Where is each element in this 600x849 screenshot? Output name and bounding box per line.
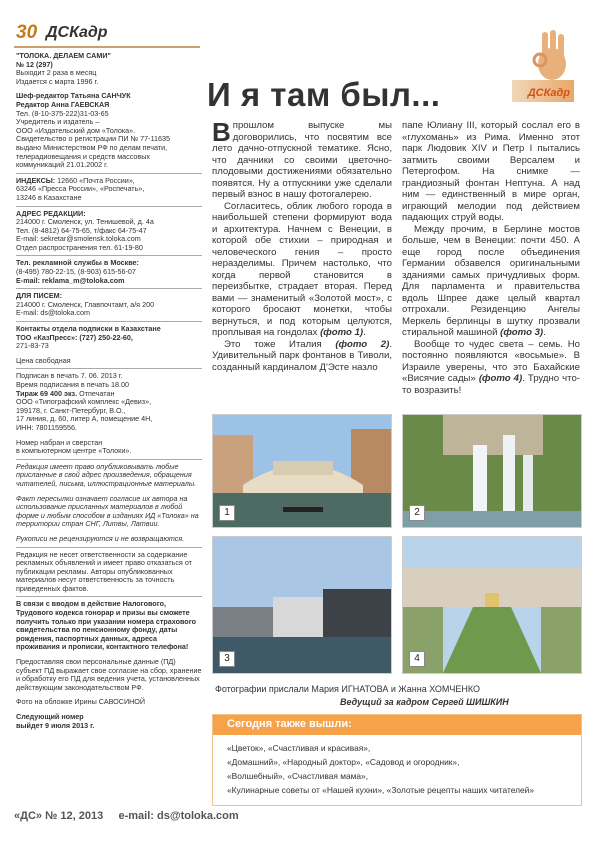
- ad-service-email[interactable]: E-mail: reklama_m@toloka.com: [16, 275, 125, 285]
- divider: [16, 321, 202, 322]
- photo-ref: (фото 1): [320, 327, 364, 338]
- article-paragraph: папе Юлиану III, который сослал его в «глухомань» из Рима. Именно этот парк Людовик XIV и Петр I пытались затмить своими Версалем и Петергофом. На снимке — грандиозный фонтан Нептуна. А над ним — единственный в мире орган, играющий мелодии под действием падающих струй воды.: [402, 120, 580, 223]
- certificate-line: коммуникаций 21.01.2002 г.: [16, 160, 108, 170]
- divider: [16, 173, 202, 174]
- circulation-value: Тираж 69 400 экз.: [16, 388, 78, 398]
- article-paragraph: [212, 339, 392, 374]
- phone: Тел. (8-10-375-222)31-03-65: [16, 108, 109, 118]
- paragraph-text: Вообще то чудес света – семь. Но постоянно появляются «восьмые». В Израиле уверены, что это Бахайские «Висячие сады»: [402, 338, 580, 384]
- paragraph-text: Это тоже Италия: [224, 338, 336, 350]
- printer-line: 17 линия, д. 60, литер А, помещение 4Н,: [16, 414, 153, 424]
- index-line: 13246 в Казахстане: [16, 192, 82, 202]
- box-title: Сегодня также вышли:: [227, 718, 352, 730]
- certificate: Свидетельство о регистрации ПИ № 77-11635: [16, 134, 171, 144]
- also-published-box: [212, 714, 582, 806]
- personal-data-notice: Предоставляя свои персональные данные (ПД) субъект ПД выражает свое согласие на сбор, хранение и обработку его ПД для ведения учета, установленных действующим законодательством РФ.: [16, 657, 202, 692]
- kz-contacts: Контакты отдела подписки в Казахстане: [16, 324, 161, 334]
- article-paragraph: [402, 339, 580, 397]
- divider: [16, 288, 202, 289]
- indexes-heading: ИНДЕКСЫ:: [16, 175, 56, 185]
- editor: Редактор Анна ГАЕВСКАЯ: [16, 99, 110, 109]
- article-title: И я там был...: [207, 76, 441, 113]
- article-paragraph: Согласитесь, облик любого города в наибольшей степени формируют вода и архитектура. Начнем с Венеции, в которой обе стихии – природная и человеческого гения – просто неразделимы. Причем настолько, что когда первой становится в переизбытке, страдает вторая. Перед вами — знаменитый «Золотой мост», с которого бросают монетки, чтобы вернуться, и под которым целуются, проплывая на гондолах (фото 1).: [212, 200, 392, 338]
- certificate-line: выдано Министерством РФ по делам печати,: [16, 142, 168, 152]
- address-line: 214000 г. Смоленск, ул. Тенишевой, д. 4а: [16, 217, 154, 227]
- address-line: Отдел распространения тел. 61-19-80: [16, 242, 143, 252]
- photo-tivoli: [402, 414, 582, 528]
- typeset-line: Номер набран и сверстан: [16, 437, 103, 447]
- signed-date: Подписан в печать 7. 06. 2013 г.: [16, 371, 123, 381]
- letters-address: 214000 г. Смоленск, Главпочтамт, а/я 200: [16, 299, 155, 309]
- divider: [16, 459, 202, 460]
- ad-service-heading: Тел. рекламной службы в Москве:: [16, 258, 139, 268]
- legal-text: Факт пересылки означает согласие их автора на использование присланных материалов в любой форме и любым способом в изданиях ИД «Толока» на территории стран СНГ, Литвы, Латвии.: [16, 493, 199, 529]
- photo-number: 3: [219, 651, 235, 667]
- letters-email[interactable]: E-mail: ds@toloka.com: [16, 308, 91, 318]
- printer-line: ИНН: 7801159556.: [16, 422, 77, 432]
- pub-name: "ТОЛОКА. ДЕЛАЕМ САМИ": [16, 51, 111, 60]
- box-line: «Волшебный», «Счастливая мама»,: [227, 771, 369, 781]
- paragraph-text: Между прочим, в Берлине мостов больше, чем в Венеции: почти 450. А еще город после объединения Германии обзавелся оригинальными зданиями самых причудливых форм. Для парламента и правительства вдоль Шпрее даже целый квартал отгрохали. Резиденцию Ангелы Меркель берлинцы в шутку прозвали стиральной машиной: [402, 223, 580, 338]
- divider: [16, 596, 202, 597]
- next-issue-date: выйдет 9 июля 2013 г.: [16, 720, 95, 730]
- box-line: «Домашний», «Народный доктор», «Садовод и огородник»,: [227, 757, 460, 767]
- venice-image: [213, 415, 391, 527]
- photo-berlin: [212, 536, 392, 674]
- photo-ref: (фото 3): [500, 327, 544, 338]
- article-paragraph: Между прочим, в Берлине мостов больше, чем в Венеции: почти 450. А еще город после объединения Германии обзавелся оригинальными зданиями самых причудливых форм. Для парламента и правительства вдоль Шпрее даже целый квартал отгрохали. Резиденцию Ангелы Меркель берлинцы в шутку прозвали стиральной машиной (фото 3).: [402, 223, 580, 338]
- drop-cap: В: [212, 117, 231, 147]
- imprint-column: [16, 52, 202, 730]
- article-paragraph: [212, 117, 392, 201]
- photo-ref: (фото 2): [335, 338, 390, 350]
- cover-photo-credit: Фото на обложке Ирины САВОСИНОЙ: [16, 697, 146, 707]
- certificate-line: телерадиовещания и средств массовых: [16, 151, 150, 161]
- index-line: 12660 «Почта России»,: [55, 175, 135, 185]
- since: Издается с марта 1996 г.: [16, 76, 99, 86]
- typeset-line: в компьютерном центре «Толоки».: [16, 446, 132, 456]
- page-footer: «ДС» № 12, 2013 e-mail: ds@toloka.com: [14, 810, 239, 822]
- address-heading: АДРЕС РЕДАКЦИИ:: [16, 208, 86, 218]
- signed-time: Время подписания в печать 18.00: [16, 380, 129, 389]
- photo-haifa: [402, 536, 582, 674]
- address-line: Тел. (8-4812) 64-75-65, т/факс 64-75-47: [16, 225, 147, 235]
- magazine-name: ДСКадр: [46, 24, 108, 41]
- divider: [16, 255, 202, 256]
- divider: [16, 547, 202, 548]
- printer-line: ООО «Типографский комплекс «Девиз»,: [16, 397, 152, 407]
- founder: Учредитель и издатель –: [16, 117, 100, 127]
- haifa-image: [403, 537, 581, 673]
- photo-credit: Фотографии прислали Мария ИГНАТОВА и Жанна ХОМЧЕНКО: [215, 684, 480, 694]
- tax-notice: В связи с вводом в действие Налогового, Трудового кодекса гонорар и призы вы сможете получить только при указании номера страхового свидетельства по пенсионному фонду, даты рождения, паспортных данных, адреса проживания и прописки, контактного телефона!: [16, 599, 196, 652]
- founder-name: ООО «Издательский дом «Толока».: [16, 125, 136, 135]
- box-list: [227, 741, 573, 797]
- printer-line: 199178, г. Санкт-Петербург, В.О.,: [16, 405, 126, 415]
- box-line: «Цветок», «Счастливая и красивая»,: [227, 743, 371, 753]
- divider: [16, 368, 202, 369]
- article-column-2: [402, 120, 580, 396]
- photo-number: 1: [219, 505, 235, 521]
- photo-ref: (фото 4): [478, 373, 523, 384]
- berlin-image: [213, 537, 391, 673]
- legal-text: Редакция не несет ответственности за содержание рекламных объявлений и имеет право отказаться от публикации рекламы. Авторы опубликованных материалов несут ответственность за точность приведенных фактов.: [16, 549, 192, 593]
- paragraph-text: . Удивительный парк фонтанов в Тиволи, созданный кардиналом Д'Эсте назло: [212, 338, 392, 373]
- kz-contacts-line: 271-83-73: [16, 341, 49, 351]
- box-line: «Кулинарные советы от «Нашей кухни», «Золотые рецепты наших читателей»: [227, 785, 534, 795]
- next-issue: Следующий номер: [16, 712, 84, 721]
- chief-editor: Шеф-редактор Татьяна САНЧУК: [16, 91, 131, 101]
- article-column-1: [212, 117, 392, 373]
- frequency: Выходит 2 раза в месяц: [16, 68, 97, 78]
- paragraph-text: . Трудно что-то возразить!: [402, 373, 580, 396]
- price: Цена свободная: [16, 355, 71, 365]
- photo-number: 2: [409, 505, 425, 521]
- circulation-rest: Отпечатан: [77, 388, 115, 398]
- section-logo: ДСКадр: [512, 80, 574, 102]
- section-host: Ведущий за кадром Сергей ШИШКИН: [340, 697, 509, 707]
- ad-service-phone: (8-495) 780-22-15, (8-903) 615-56-07: [16, 267, 136, 277]
- address-email[interactable]: E-mail: sekretar@smolensk.toloka.com: [16, 234, 141, 244]
- paragraph-text: прошлом выпуске мы договорились, что посвятим все лето дачно-отпускной тематике. Ясно, что дачники со своими цветочно-плодовыми достижениями обязательно появятся. Ну а отпускники уже сделали первый взнос в нашу фотогалерею.: [212, 120, 392, 200]
- issue-number: № 12 (297): [16, 59, 53, 69]
- page-number: 30: [16, 22, 38, 43]
- photo-venice: [212, 414, 392, 528]
- ok-hand-icon: [532, 28, 574, 84]
- tivoli-image: [403, 415, 581, 527]
- index-line: 63246 «Пресса России», «Роспечать»,: [16, 184, 145, 194]
- header-divider: [14, 46, 200, 48]
- kz-contacts-line: ТОО «КазПресс»: (727) 250-22-60,: [16, 332, 133, 342]
- legal-text: Редакция имеет право опубликовывать любые присланные в свой адрес произведения, обращения читателей, письма, иллюстрационные материалы.: [16, 461, 197, 488]
- divider: [16, 206, 202, 207]
- photo-number: 4: [409, 651, 425, 667]
- letters-heading: ДЛЯ ПИСЕМ:: [16, 291, 63, 301]
- legal-text: Рукописи не рецензируются и не возвращаются.: [16, 533, 185, 543]
- paragraph-text: Согласитесь, облик любого города в наибольшей степени формируют вода и архитектура. Начнем с Венеции, в которой обе стихии – природная и человеческого гения – просто неразделимы. Причем настолько, что когда первой становится в переизбытке, страдает вторая. Перед вами — знаменитый «Золотой мост», с которого бросают монетки, чтобы вернуться, и под которым целуются, проплывая на гондолах: [212, 200, 392, 338]
